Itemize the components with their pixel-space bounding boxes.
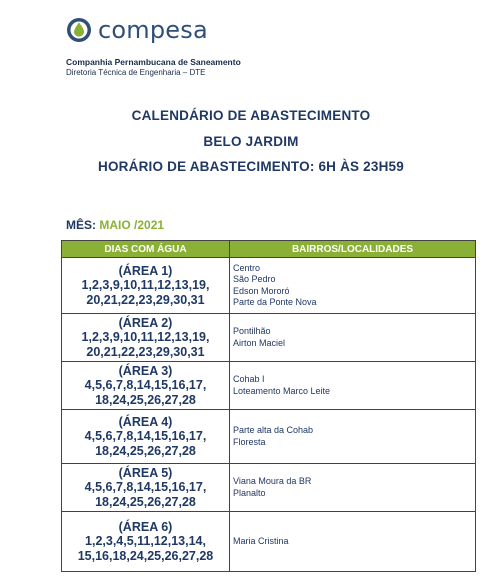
table-header-row <box>62 241 476 258</box>
locality-name: Parte da Ponte Nova <box>233 297 317 307</box>
localities-cell <box>230 410 476 464</box>
localities-cell <box>230 464 476 512</box>
locality-name: Pontilhão <box>233 326 271 336</box>
department-name: Diretoria Técnica de Engenharia – DTE <box>66 68 206 77</box>
area-label: (ÁREA 2) <box>118 315 173 330</box>
locality-name: Cohab I <box>233 374 265 384</box>
month-line <box>66 218 164 232</box>
water-days: 4,5,6,7,8,14,15,16,17, 18,24,25,26,27,28 <box>84 378 207 407</box>
locality-name: Loteamento Marco Leite <box>233 385 331 396</box>
locality-name: Floresta <box>233 436 266 447</box>
locality-name: Viana Moura da BR <box>233 476 312 486</box>
company-name: Companhia Pernambucana de Saneamento <box>66 57 241 67</box>
locality-name: Airton Maciel <box>233 337 286 348</box>
water-days: 1,2,3,9,10,11,12,13,19, 20,21,22,23,29,30,31 <box>81 278 210 307</box>
days-cell <box>62 410 230 464</box>
localities-cell <box>230 512 476 572</box>
water-days: 4,5,6,7,8,14,15,16,17, 18,24,25,26,27,28 <box>84 429 207 458</box>
header-days-with-water: DIAS COM ÁGUA <box>62 241 230 258</box>
brand-name: compesa <box>98 16 208 44</box>
area-label: (ÁREA 1) <box>118 263 173 278</box>
area-label: (ÁREA 3) <box>118 363 173 378</box>
locality-name: Planalto <box>233 487 266 498</box>
table-row <box>62 314 476 362</box>
water-days: 1,2,3,9,10,11,12,13,19, 20,21,22,23,29,30,31 <box>81 330 210 359</box>
locality-name: Maria Cristina <box>233 535 289 546</box>
month-label: MÊS: <box>66 218 96 232</box>
localities-cell <box>230 314 476 362</box>
header-neighborhoods: BAIRROS/LOCALIDADES <box>230 241 476 258</box>
table-row <box>62 362 476 410</box>
water-drop-icon <box>66 17 92 43</box>
days-cell <box>62 512 230 572</box>
days-cell <box>62 314 230 362</box>
calendar-title: CALENDÁRIO DE ABASTECIMENTO <box>131 108 371 123</box>
locality-name: Edson Mororó <box>233 285 290 296</box>
compesa-logo <box>66 17 208 43</box>
area-label: (ÁREA 4) <box>118 414 173 429</box>
water-days: 4,5,6,7,8,14,15,16,17, 18,24,25,26,27,28 <box>84 480 207 509</box>
table-row <box>62 464 476 512</box>
table-row <box>62 512 476 572</box>
localities-cell <box>230 362 476 410</box>
schedule-title: HORÁRIO DE ABASTECIMENTO: 6H ÀS 23H59 <box>98 159 404 174</box>
supply-calendar-table <box>61 240 476 572</box>
water-days: 1,2,3,4,5,11,12,13,14, 15,16,18,24,25,26,27,28 <box>77 534 214 563</box>
days-cell <box>62 362 230 410</box>
area-label: (ÁREA 5) <box>118 465 173 480</box>
locality-name: São Pedro <box>233 274 276 284</box>
days-cell <box>62 258 230 314</box>
table-row <box>62 258 476 314</box>
locality-name: Centro <box>233 262 261 273</box>
localities-cell <box>230 258 476 314</box>
city-title: BELO JARDIM <box>203 134 299 149</box>
table-row <box>62 410 476 464</box>
area-label: (ÁREA 6) <box>118 519 173 534</box>
month-value: MAIO /2021 <box>99 218 165 232</box>
locality-name: Parte alta da Cohab <box>233 425 314 435</box>
days-cell <box>62 464 230 512</box>
